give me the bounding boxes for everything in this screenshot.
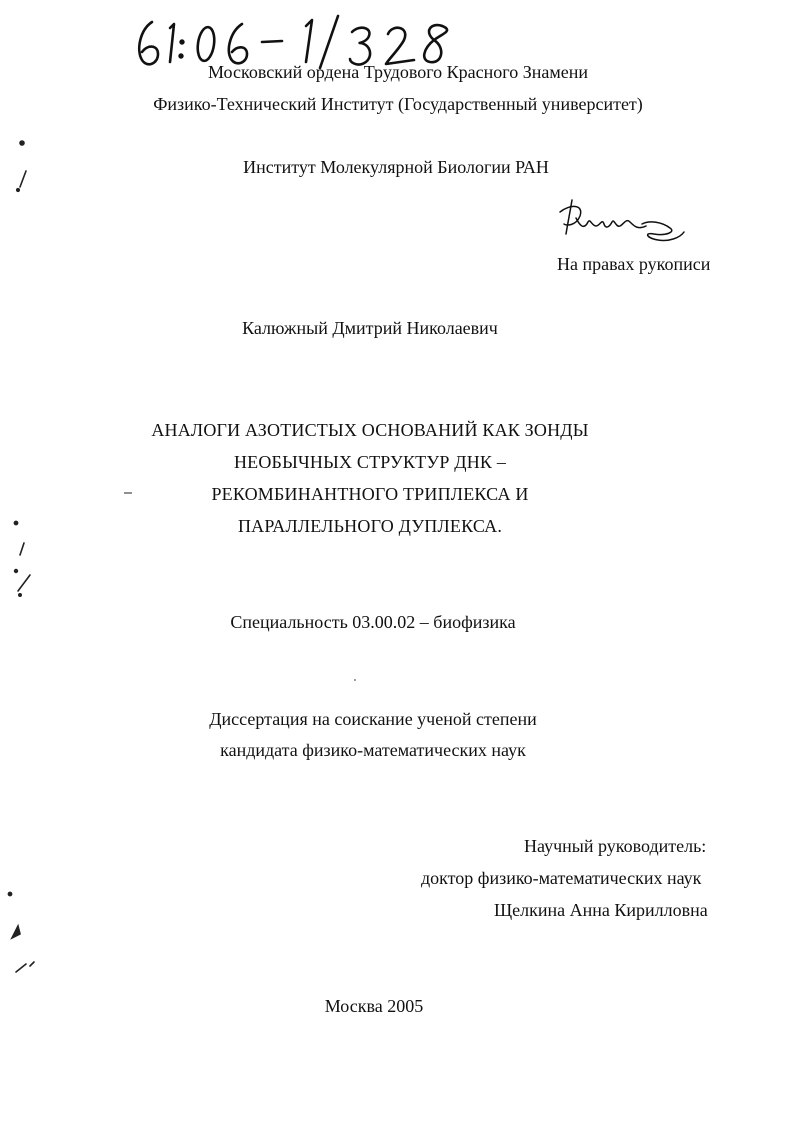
supervisor-name: Щелкина Анна Кирилловна xyxy=(494,900,708,920)
author-signature xyxy=(558,196,688,248)
degree-line-2: кандидата физико-математических наук xyxy=(220,740,526,760)
university-name-line-1: Московский ордена Трудового Красного Знамени xyxy=(208,62,588,82)
author-name: Калюжный Дмитрий Николаевич xyxy=(242,318,498,338)
dissertation-title-line-4: ПАРАЛЛЕЛЬНОГО ДУПЛЕКСА. xyxy=(237,516,503,536)
scan-specks-lower xyxy=(4,880,38,990)
supervisor-label: Научный руководитель: xyxy=(524,836,707,856)
scan-specks-upper xyxy=(10,135,40,605)
university-name-line-2: Физико-Технический Институт (Государственный университет) xyxy=(153,94,643,114)
city-year: Москва 2005 xyxy=(324,996,424,1016)
dissertation-title-line-2: НЕОБЫЧНЫХ СТРУКТУР ДНК – xyxy=(233,452,507,472)
scan-speck-center xyxy=(350,675,360,685)
scan-speck-mid xyxy=(120,488,140,498)
manuscript-rights-note: На правах рукописи xyxy=(557,254,711,274)
degree-line-1: Диссертация на соискание ученой степени xyxy=(209,709,537,729)
supervisor-degree: доктор физико-математических наук xyxy=(421,868,702,888)
institute-name: Институт Молекулярной Биологии РАН xyxy=(243,157,549,177)
dissertation-title-line-1: АНАЛОГИ АЗОТИСТЫХ ОСНОВАНИЙ КАК ЗОНДЫ xyxy=(151,420,589,440)
dissertation-title-line-3: РЕКОМБИНАНТНОГО ТРИПЛЕКСА И xyxy=(211,484,529,504)
specialty: Специальность 03.00.02 – биофизика xyxy=(230,612,516,632)
